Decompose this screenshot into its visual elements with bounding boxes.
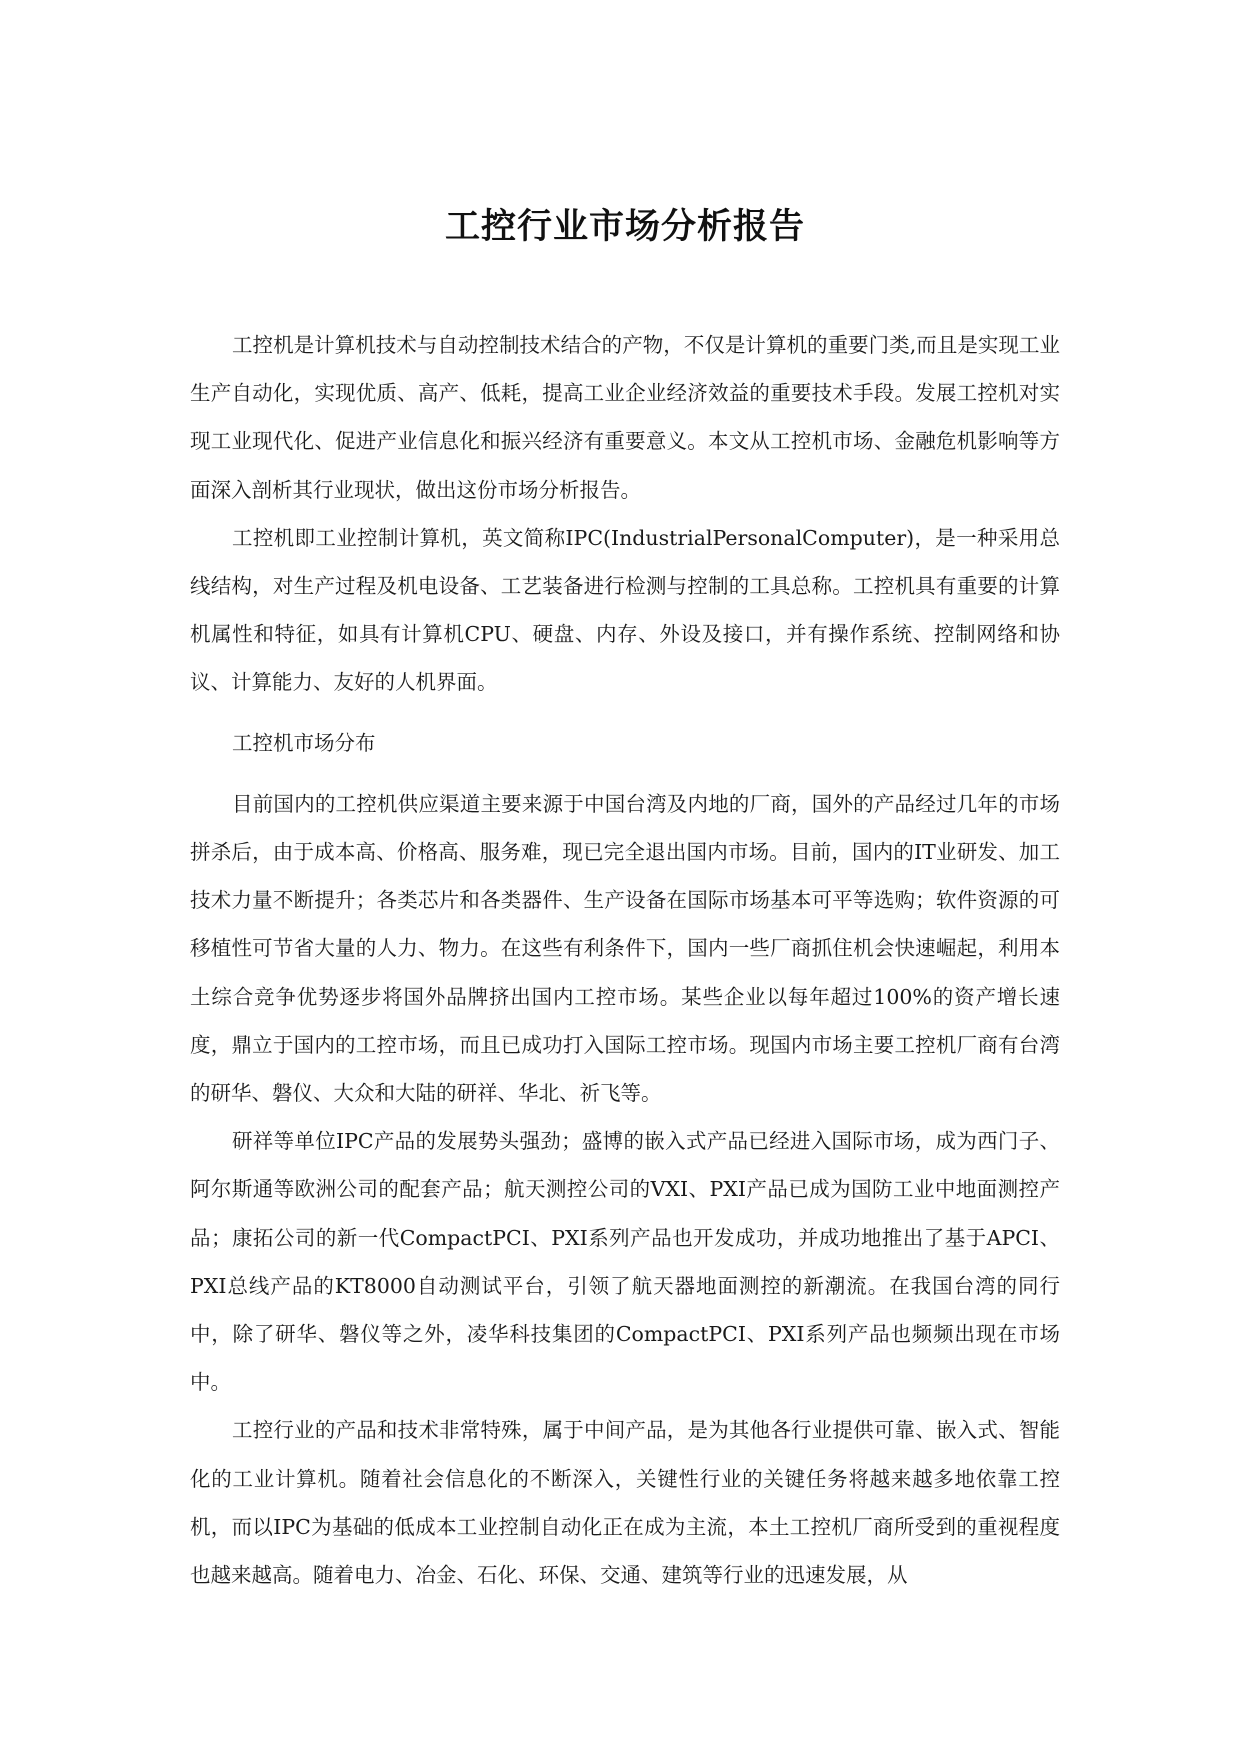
document-body xyxy=(190,205,1060,1599)
intro-paragraph-2: 工控机即工业控制计算机，英文简称IPC(IndustrialPersonalComputer)，是一种采用总线结构，对生产过程及机电设备、工艺装备进行检测与控制的工具总称。工控机具有重要的计算机属性和特征，如具有计算机CPU、硬盘、内存、外设及接口，并有操作系统、控制网络和协议、计算能力、友好的人机界面。 xyxy=(190,525,1060,695)
document-title: 工控行业市场分析报告 xyxy=(444,207,805,247)
section-paragraph-1: 目前国内的工控机供应渠道主要来源于中国台湾及内地的厂商，国外的产品经过几年的市场拼杀后，由于成本高、价格高、服务难，现已完全退出国内市场。目前，国内的IT业研发、加工技术力量不断提升；各类芯片和各类器件、生产设备在国际市场基本可平等选购；软件资源的可移植性可节省大量的人力、物力。在这些有利条件下，国内一些厂商抓住机会快速崛起，利用本土综合竞争优势逐步将国外品牌挤出国内工控市场。某些企业以每年超过100%的资产增长速度，鼎立于国内的工控市场，而且已成功打入国际工控市场。现国内市场主要工控机厂商有台湾的研华、磐仪、大众和大陆的研祥、华北、祈飞等。 xyxy=(190,791,1060,1106)
section-heading: 工控机市场分布 xyxy=(232,730,376,755)
intro-paragraph-1: 工控机是计算机技术与自动控制技术结合的产物，不仅是计算机的重要门类,而且是实现工业生产自动化，实现优质、高产、低耗，提高工业企业经济效益的重要技术手段。发展工控机对实现工业现代化、促进产业信息化和振兴经济有重要意义。本文从工控机市场、金融危机影响等方面深入剖析其行业现状，做出这份市场分析报告。 xyxy=(190,333,1060,502)
section-paragraph-2: 研祥等单位IPC产品的发展势头强劲；盛博的嵌入式产品已经进入国际市场，成为西门子、阿尔斯通等欧洲公司的配套产品；航天测控公司的VXI、PXI产品已成为国防工业中地面测控产品；康拓公司的新一代CompactPCI、PXI系列产品也开发成功，并成功地推出了基于APCI、PXI总线产品的KT8000自动测试平台，引领了航天器地面测控的新潮流。在我国台湾的同行中，除了研华、磐仪等之外，凌华科技集团的CompactPCI、PXI系列产品也频频出现在市场中。 xyxy=(190,1129,1060,1395)
section-paragraph-3: 工控行业的产品和技术非常特殊，属于中间产品，是为其他各行业提供可靠、嵌入式、智能化的工业计算机。随着社会信息化的不断深入，关键性行业的关键任务将越来越多地依靠工控机，而以IPC为基础的低成本工业控制自动化正在成为主流，本土工控机厂商所受到的重视程度也越来越高。随着电力、冶金、石化、环保、交通、建筑等行业的迅速发展，从 xyxy=(190,1418,1060,1588)
